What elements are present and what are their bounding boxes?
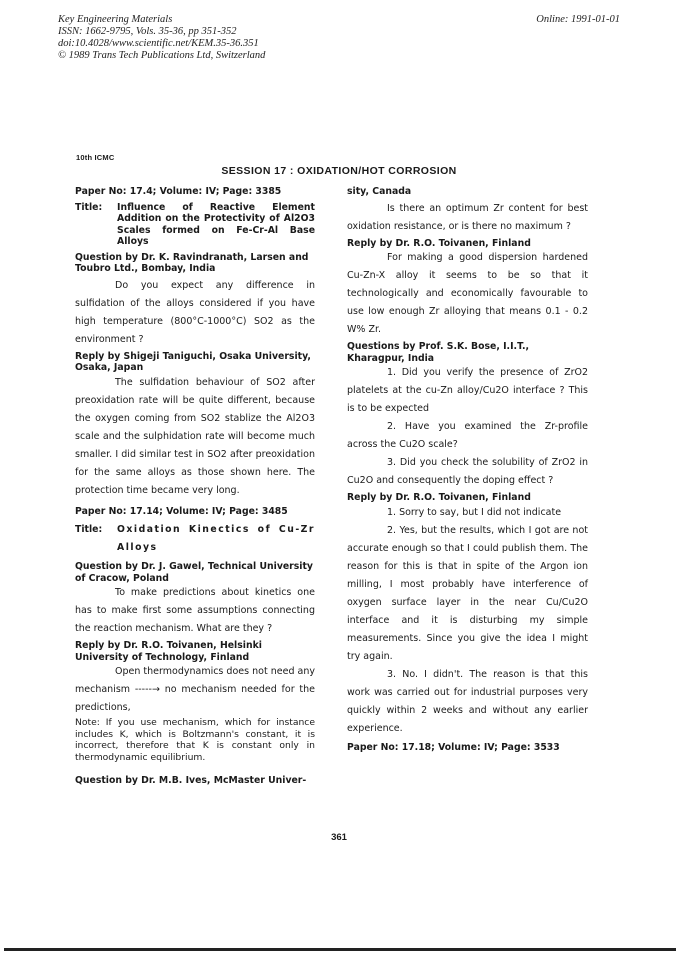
question-author-1: Question by Dr. K. Ravindranath, Larsen and Toubro Ltd., Bombay, India xyxy=(75,251,309,274)
question-4-item-3: 3. Did you check the solubility of ZrO2 in Cu2O and consequently the doping effect ? xyxy=(347,457,588,486)
journal-doi: doi:10.4028/www.scientific.net/KEM.35-36.351 xyxy=(58,38,259,49)
journal-header xyxy=(58,14,265,62)
question-text-3: Is there an optimum Zr content for best oxidation resistance, or is there no maximum ? xyxy=(347,202,588,232)
reply-4-item-1: 1. Sorry to say, but I did not indicate xyxy=(387,506,562,518)
right-column xyxy=(347,186,588,753)
question-author-3-start: Question by Dr. M.B. Ives, McMaster Univer- xyxy=(75,775,307,786)
question-text-1: Do you expect any difference in sulfidation of the alloys considered if you have high temperature (800°C-1000°C) SO2 as the environment ? xyxy=(75,279,315,345)
title-text: Oxidation Kinectics of Cu-Zr Alloys xyxy=(117,524,315,553)
question-4-item-1: 1. Did you verify the presence of ZrO2 platelets at the cu-Zn alloy/Cu2O interface ? This is to be expected xyxy=(347,367,588,414)
reply-text-3: For making a good dispersion hardened Cu-Zn-X alloy it seems to be so that it technologically and economically favourable to use low enough Zr alloying that means 0.1 - 0.2 W% Zr. xyxy=(347,252,588,335)
question-author-2: Question by Dr. J. Gawel, Technical University of Cracow, Poland xyxy=(75,561,313,584)
paper-info-2: Paper No: 17.14; Volume: IV; Page: 3485 xyxy=(75,505,288,517)
journal-copyright: © 1989 Trans Tech Publications Ltd, Switzerland xyxy=(58,50,266,61)
left-column xyxy=(75,186,315,787)
question-author-4: Questions by Prof. S.K. Bose, I.I.T., Kharagpur, India xyxy=(347,341,530,364)
title-text: Influence of Reactive Element Addition on the Protectivity of Al2O3 Scales formed on Fe-Cr-Al Base Alloys xyxy=(117,201,315,247)
paper-title-2 xyxy=(75,521,315,557)
question-text-2: To make predictions about kinetics one has to make first some assumptions connecting the reaction mechanism. What are they ? xyxy=(75,587,315,634)
reply-text-1: The sulfidation behaviour of SO2 after preoxidation rate will be quite different, because the oxygen coming from SO2 stablize the Al2O3 scale and the sulphidation rate will become much smaller. I did similar test in SO2 after preoxidation for the same alloys as those shown here. The protection time became very long. xyxy=(75,376,315,496)
reply-text-2: Open thermodynamics does not need any mechanism -----→ no mechanism needed for the predictions, xyxy=(75,666,315,713)
reply-4-item-2: 2. Yes, but the results, which I got are not accurate enough so that I could publish them. The reason for this is that in spite of the Argon ion milling, I most probably have interference of oxygen surface layer in the near Cu/Cu2O interface and it is disturbing my simple measurements. Since you give the idea I might try again. xyxy=(347,524,588,662)
online-date: Online: 1991-01-01 xyxy=(536,14,620,25)
reply-author-3: Reply by Dr. R.O. Toivanen, Finland xyxy=(347,237,531,249)
journal-name: Key Engineering Materials xyxy=(58,14,173,25)
reply-author-4: Reply by Dr. R.O. Toivanen, Finland xyxy=(347,492,531,503)
journal-issn: ISSN: 1662-9795, Vols. 35-36, pp 351-352 xyxy=(58,26,237,37)
bottom-rule xyxy=(4,948,676,951)
session-title: SESSION 17 : OXIDATION/HOT CORROSION xyxy=(221,165,457,177)
reply-note: Note: If you use mechanism, which for instance includes K, which is Boltzmann's constant, it is incorrect, therefore that K is constant only in thermodynamic equilibrium. xyxy=(75,717,315,763)
paper-info-1: Paper No: 17.4; Volume: IV; Page: 3385 xyxy=(75,186,282,197)
page-number: 361 xyxy=(331,832,347,843)
title-label: Title: xyxy=(75,524,103,535)
paper-title-1 xyxy=(75,202,315,248)
paper-info-3: Paper No: 17.18; Volume: IV; Page: 3533 xyxy=(347,741,560,753)
question-4-item-2: 2. Have you examined the Zr-profile across the Cu2O scale? xyxy=(347,421,588,450)
conference-label: 10th ICMC xyxy=(76,153,115,162)
reply-author-1: Reply by Shigeji Taniguchi, Osaka University, Osaka, Japan xyxy=(75,350,311,373)
question-author-3-end: sity, Canada xyxy=(347,186,412,197)
reply-4-item-3: 3. No. I didn't. The reason is that this work was carried out for industrial purposes very quickly within 2 weeks and without any earlier experience. xyxy=(347,668,588,734)
reply-author-2: Reply by Dr. R.O. Toivanen, Helsinki University of Technology, Finland xyxy=(75,640,262,663)
title-label: Title: xyxy=(75,201,103,213)
